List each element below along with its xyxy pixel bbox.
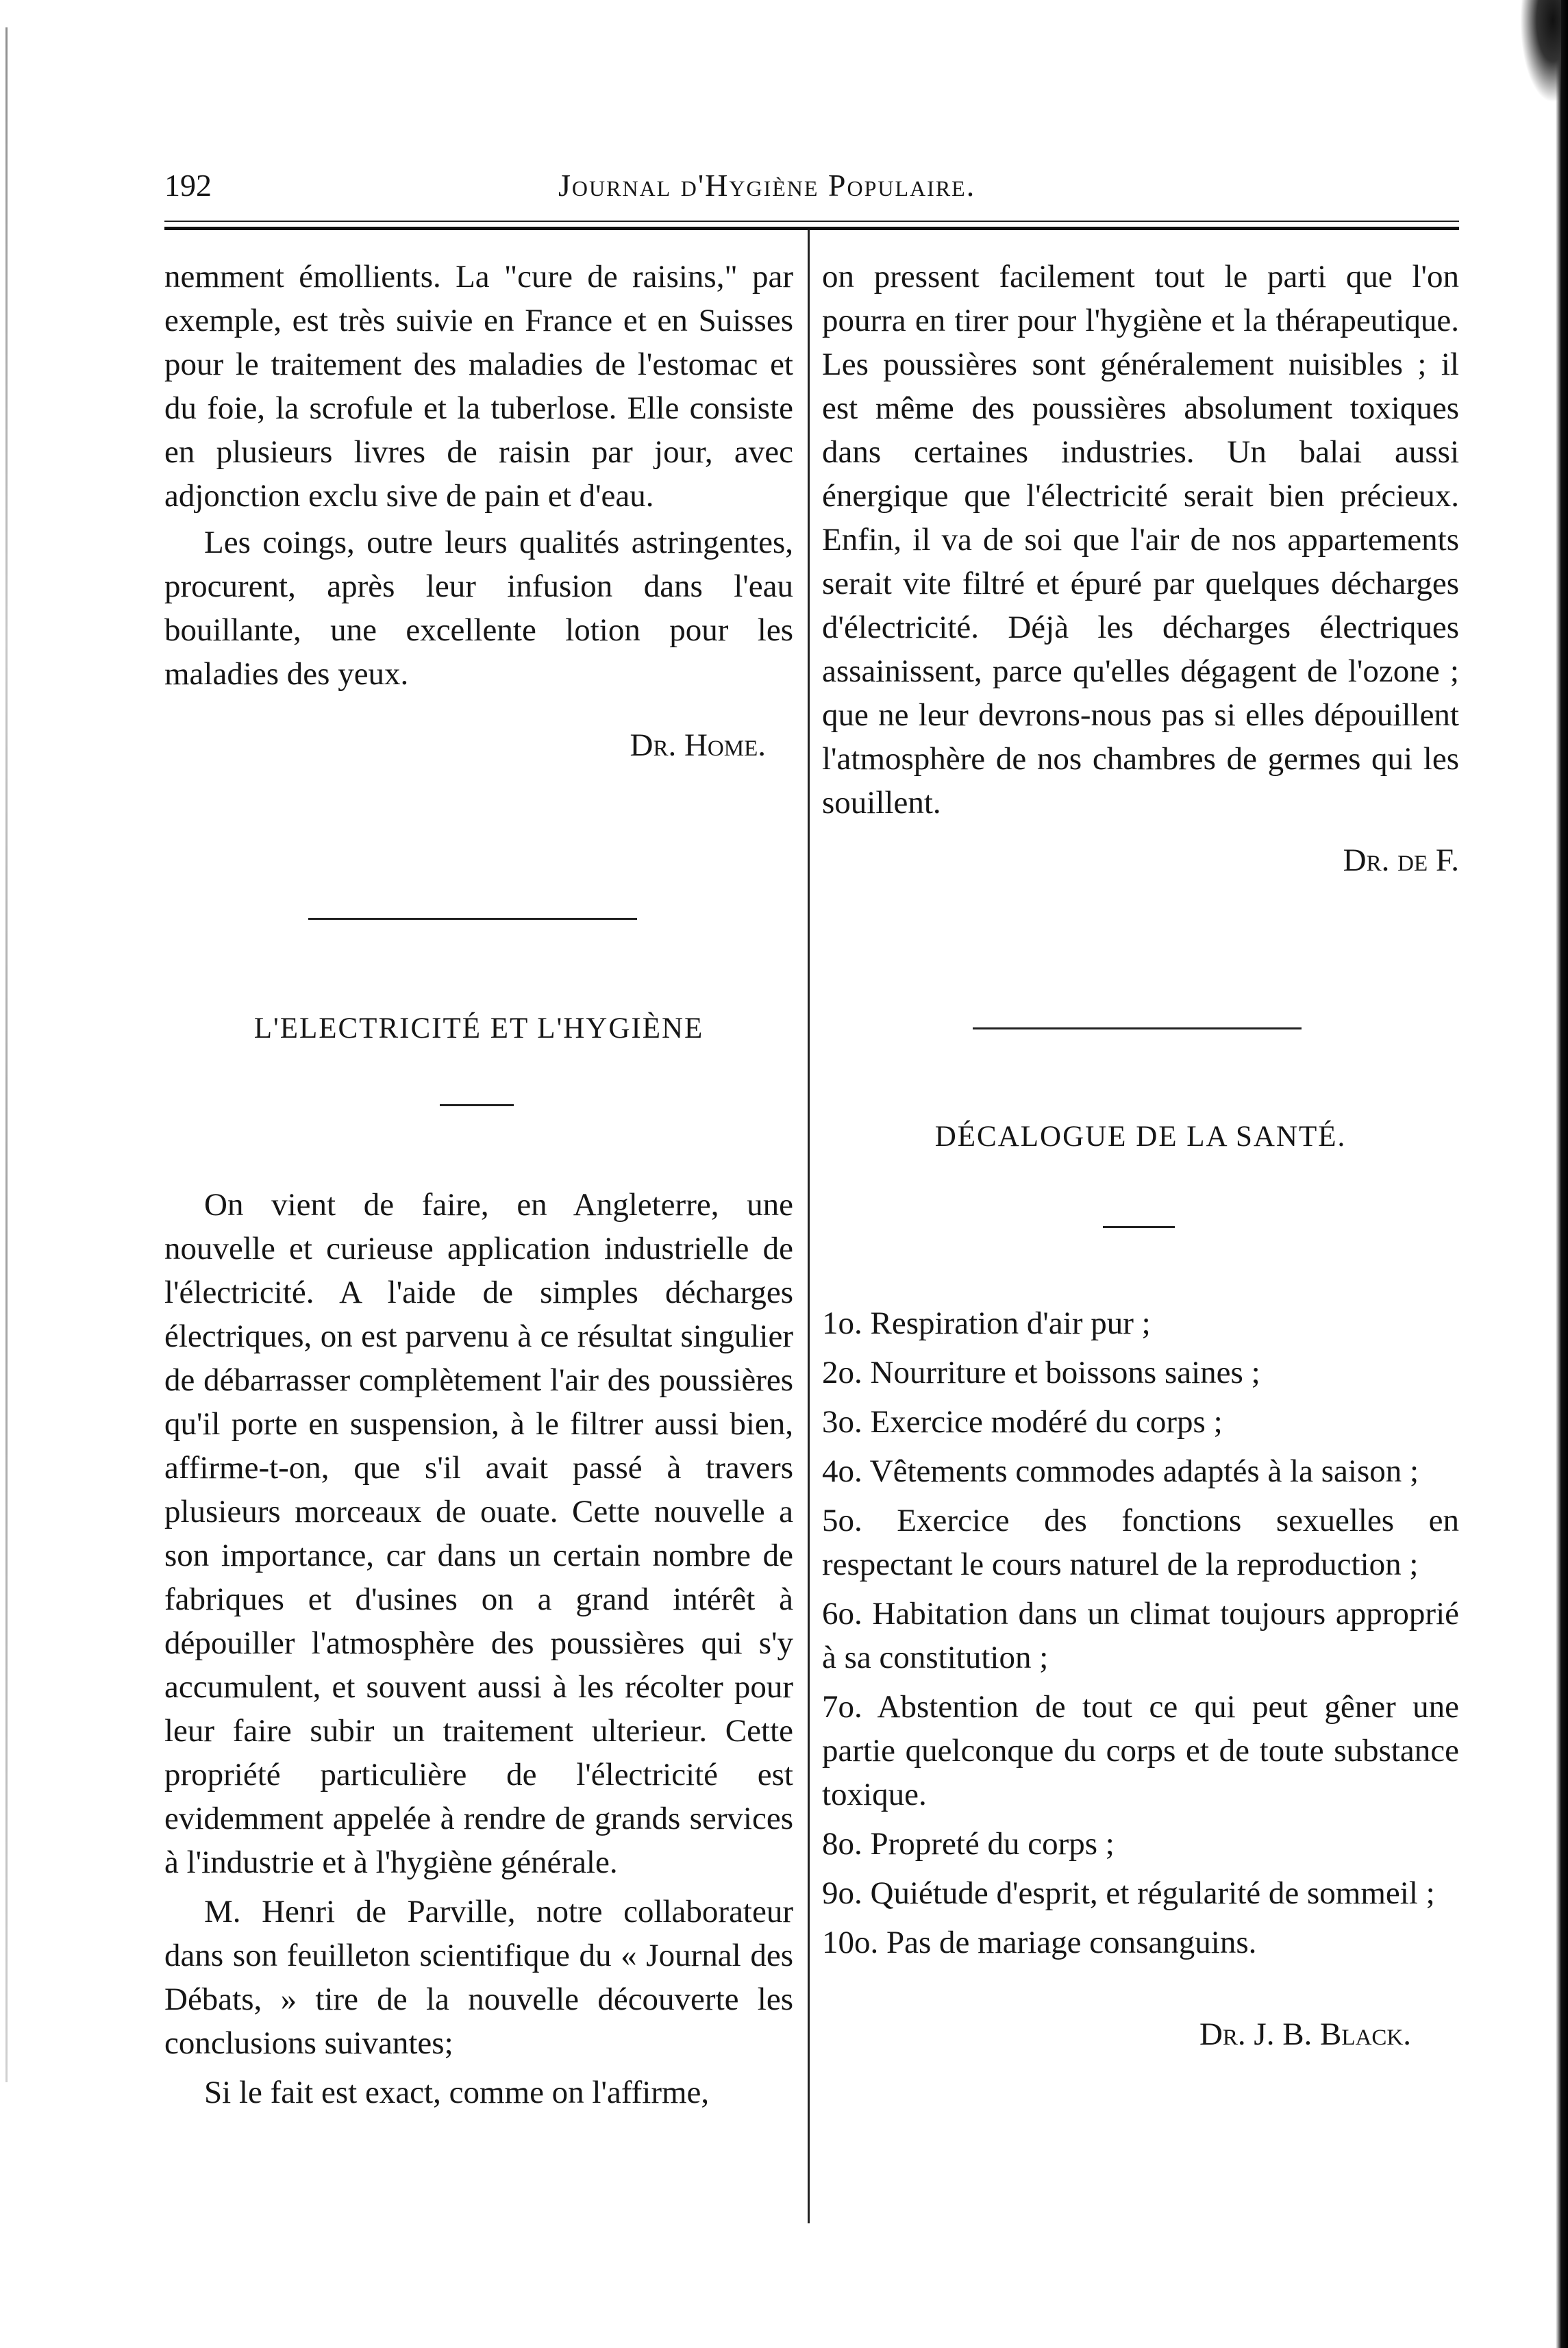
header-rule-thick	[164, 227, 1459, 230]
scan-right-edge	[1556, 0, 1568, 2348]
electricity-paragraph-1: On vient de faire, en Angleterre, une nouvelle et curieuse application industrielle de l'électricité. A l'aide de simples décharges électriques, on est parvenu à ce résultat singulier de débarrasser complètement l'air des poussières qu'il porte en suspension, à le filtrer aussi bien, affirme-t-on, que s'il avait passé à travers plusieurs morceaux de ouate. Cette nouvelle a son importance, car dans un certain nombre de fabriques et d'usines on a grand intérêt à dépouiller l'atmosphère des poussières qui s'y accumulent, et souvent aussi à les récolter pour leur faire subir un traitement ulterieur. Cette propriété particulière de l'électricité est evidemment appelée à rendre de grands services à l'industrie et à l'hygiène générale.	[164, 1187, 793, 1880]
decalogue-item-1: 1o. Respiration d'air pur ;	[822, 1306, 1151, 1341]
left-column-top	[164, 255, 793, 767]
electricity-article-body	[164, 1183, 793, 2114]
decalogue-item-3: 3o. Exercice modéré du corps ;	[822, 1404, 1223, 1440]
running-title: Journal d'Hygiène Populaire.	[558, 168, 976, 203]
right-column-top	[822, 255, 1459, 882]
electricity-heading-block	[164, 1007, 793, 1051]
header-rule-thin	[164, 221, 1459, 222]
grape-cure-paragraph: nemment émollients. La "cure de raisins," par exemple, est très suivie en France et en Suisses pour le traitement des maladies de l'estomac et du foie, la scrofule et la tuberlose. Elle consiste en plusieurs livres de raisin par jour, avec adjonction exclu sive de pain et d'eau.	[164, 259, 793, 514]
electricity-paragraph-2: M. Henri de Parville, notre collaborateur dans son feuilleton scientifique du « Journal des Débats, » tire de la nouvelle découverte les conclusions suivantes;	[164, 1894, 793, 2061]
decalogue-title: DÉCALOGUE DE LA SANTÉ.	[934, 1121, 1347, 1153]
signature-dr-black: Dr. J. B. Black.	[1199, 2016, 1411, 2052]
quince-paragraph: Les coings, outre leurs qualités astringentes, procurent, après leur infusion dans l'eau bouillante, une excellente lotion pour les maladies des yeux.	[164, 525, 793, 692]
decalogue-item-8: 8o. Propreté du corps ;	[822, 1826, 1115, 1862]
signature-dr-de-f: Dr. de F.	[1343, 842, 1459, 878]
decalogue-heading-block	[822, 1115, 1459, 1159]
page-number: 192	[164, 168, 212, 203]
decalogue-item-6: 6o. Habitation dans un climat toujours approprié à sa constitution ;	[822, 1596, 1459, 1675]
page-header	[164, 167, 1459, 208]
section-divider-left	[308, 918, 637, 920]
decalogue-item-9: 9o. Quiétude d'esprit, et régularité de sommeil ;	[822, 1875, 1435, 1911]
section-divider-right	[973, 1027, 1302, 1029]
decalogue-item-10: 10o. Pas de mariage consanguins.	[822, 1925, 1257, 1960]
electricity-paragraph-3: Si le fait est exact, comme on l'affirme,	[204, 2075, 710, 2110]
electricity-article-title: L'ELECTRICITÉ ET L'HYGIÈNE	[253, 1012, 704, 1045]
signature-dr-home: Dr. Home.	[630, 727, 766, 763]
decalogue-item-5: 5o. Exercice des fonctions sexuelles en respectant le cours naturel de la reproduction ;	[822, 1503, 1459, 1582]
column-divider	[808, 230, 810, 2223]
decalogue-item-7: 7o. Abstention de tout ce qui peut gêner une partie quelconque du corps et de toute substance toxique.	[822, 1689, 1459, 1812]
scan-corner-shadow	[1520, 0, 1561, 103]
decalogue-item-4: 4o. Vêtements commodes adaptés à la saison ;	[822, 1453, 1419, 1489]
decalogue-list	[822, 1301, 1459, 2056]
title-underline-right	[1103, 1226, 1175, 1228]
title-underline-left	[440, 1104, 514, 1106]
decalogue-item-2: 2o. Nourriture et boissons saines ;	[822, 1355, 1260, 1390]
electricity-continuation-paragraph: on pressent facilement tout le parti que l'on pourra en tirer pour l'hygiène et la thérapeutique. Les poussières sont généralement nuisibles ; il est même des poussières absolument toxiques dans certaines industries. Un balai aussi énergique que l'électricité serait bien précieux. Enfin, il va de soi que l'air de nos appartements serait vite filtré et épuré par quelques décharges d'électricité. Déjà les décharges électriques assainissent, parce qu'elles dégagent de l'ozone ; que ne leur devrons-nous pas si elles dépouillent l'atmosphère de nos chambres de germes qui les souillent.	[822, 259, 1459, 821]
scan-left-edge	[5, 27, 8, 2082]
